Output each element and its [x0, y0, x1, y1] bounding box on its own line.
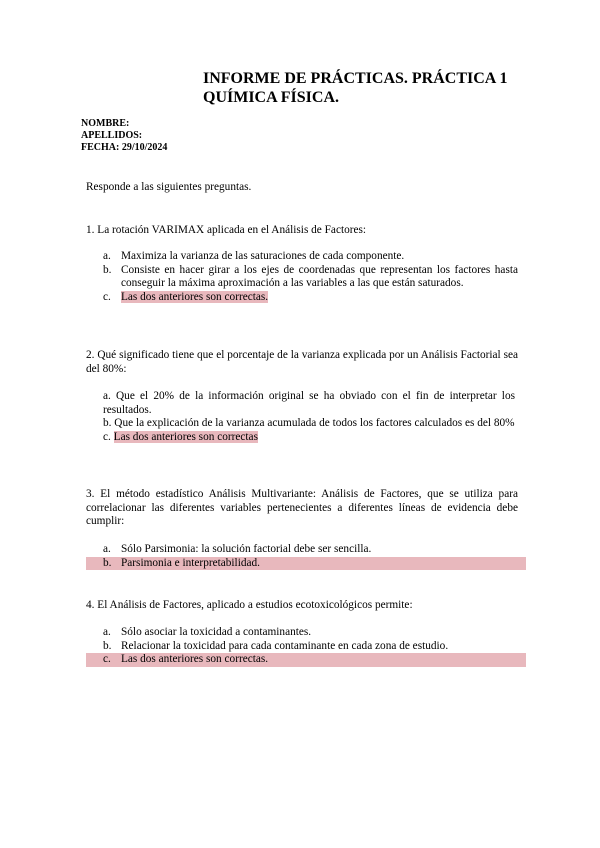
option-text: Relacionar la toxicidad para cada contaminante en cada zona de estudio.: [121, 639, 449, 652]
question-2-options: [103, 390, 515, 444]
question-1: 1. La rotación VARIMAX aplicada en el Análisis de Factores:: [86, 224, 367, 236]
option-letter: a.: [103, 250, 111, 262]
option-letter: a.: [103, 626, 111, 638]
fecha-label: FECHA: 29/10/2024: [81, 142, 168, 153]
student-info: [81, 118, 167, 154]
question-3-options: [86, 543, 526, 570]
question-2-option-a: a. Que el 20% de la información original se ha obviado con el fin de interpretar los resultados.: [103, 390, 515, 416]
question-1-option-c: [86, 291, 526, 305]
question-2-option-b: b. Que la explicación de la varianza acumulada de todos los factores calculados es del 80%: [103, 417, 515, 430]
option-text: Consiste en hacer girar a los ejes de coordenadas que representan los factores hasta conseguir la máxima aproximación a las variables a las que están saturados.: [121, 263, 518, 290]
option-text: Sólo asociar la toxicidad a contaminantes.: [121, 626, 312, 638]
apellidos-label: APELLIDOS:: [81, 130, 143, 141]
option-letter: b.: [103, 556, 112, 569]
option-text: Las dos anteriores son correctas.: [121, 653, 269, 666]
question-1-option-a: [86, 250, 526, 264]
question-4: 4. El Análisis de Factores, aplicado a estudios ecotoxicológicos permite:: [86, 599, 413, 611]
option-letter: c.: [103, 290, 111, 303]
option-letter: c.: [103, 653, 111, 666]
question-4-option-c: [86, 653, 526, 667]
highlighted-answer: Las dos anteriores son correctas.: [121, 290, 269, 303]
option-text: Parsimonia e interpretabilidad.: [121, 556, 260, 569]
title-line-2: QUÍMICA FÍSICA.: [203, 89, 340, 106]
nombre-label: NOMBRE:: [81, 118, 130, 129]
option-text: Sólo Parsimonia: la solución factorial debe ser sencilla.: [121, 543, 372, 555]
document-title: [203, 69, 507, 107]
title-line-1: INFORME DE PRÁCTICAS. PRÁCTICA 1: [203, 70, 508, 87]
question-4-options: [86, 626, 526, 667]
question-4-option-b: [86, 640, 526, 654]
question-3-option-a: [86, 543, 526, 557]
intro-text: Responde a las siguientes preguntas.: [86, 181, 252, 193]
question-3: 3. El método estadístico Análisis Multivariante: Análisis de Factores, que se utiliza para correlacionar las diferentes variables pertenecientes a diferentes líneas de evidencia debe cumplir:: [86, 488, 518, 528]
option-letter: b.: [103, 263, 112, 276]
option-letter: a.: [103, 543, 111, 555]
highlighted-answer: Las dos anteriores son correctas: [113, 430, 258, 443]
question-2-option-c: [103, 431, 515, 445]
question-1-options: [86, 250, 526, 304]
question-3-option-b: [86, 557, 526, 571]
option-letter: b.: [103, 639, 112, 652]
option-prefix: c.: [103, 430, 114, 443]
question-4-option-a: [86, 626, 526, 640]
option-text: Maximiza la varianza de las saturaciones de cada componente.: [121, 250, 405, 262]
question-1-option-b: [86, 264, 526, 291]
question-2: 2. Qué significado tiene que el porcentaje de la varianza explicada por un Análisis Factorial sea del 80%:: [86, 349, 518, 375]
